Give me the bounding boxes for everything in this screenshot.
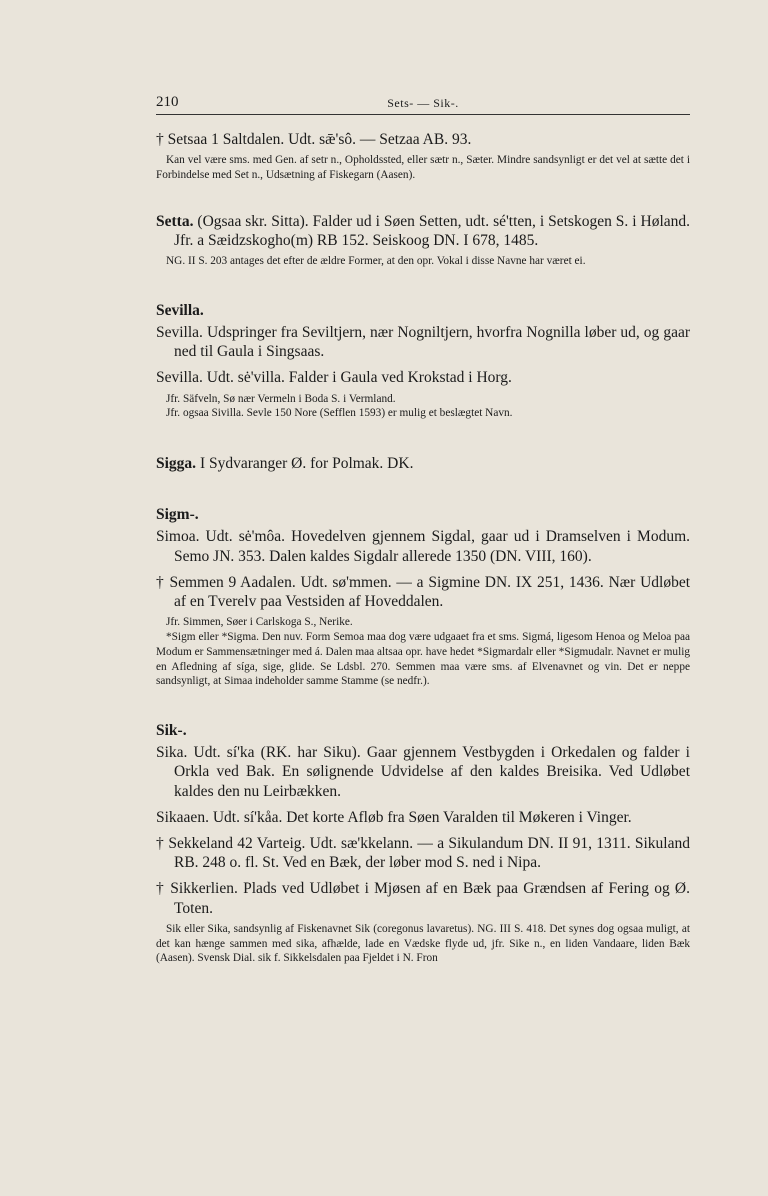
note-setsaa: Kan vel være sms. med Gen. af setr n., Opholdssted, eller sætr n., Sæter. Mindre sandsynligt er det vel at sætte det i Forbindelse med Set n., Udsætning af Fiskegarn (Aasen). bbox=[156, 154, 690, 181]
entry-setsaa: † Setsaa 1 Saltdalen. Udt. sǣ'sô. — Setzaa AB. 93. bbox=[156, 131, 472, 148]
entry-sigga-text: I Sydvaranger Ø. for Polmak. DK. bbox=[199, 455, 414, 473]
page-header bbox=[156, 94, 690, 115]
heading-sik: Sik-. bbox=[156, 722, 187, 740]
entry-sigga bbox=[156, 454, 690, 473]
running-title: Sets- — Sik-. bbox=[387, 96, 459, 110]
note-sigm-2: *Sigm eller *Sigma. Den nuv. Form Semoa maa dog være udgaaet fra et sms. Sigmá, ligesom Henoa og Meloa paa Modum er Sammensætninger med á. Dalen maa altsaa opr. have hedet *Sigmardalr eller *Sigmudalr. Navnet er mulig en Afledning af síga, sige, glide. Se Ldsbl. 270. Semmen maa være sms. af Elvenavnet og vin. Det er neppe sandsynligt, at Simaa indeholder samme Stamme (se nedfr.). bbox=[156, 631, 690, 688]
entry-sika: Sika. Udt. sí'ka (RK. har Siku). Gaar gjennem Vestbygden i Orkedalen og falder i Orkla ved Bak. En sølignende Udvidelse af den kaldes Breisika. Ved Udløbet kaldes den nu Leirbækken. bbox=[156, 744, 690, 800]
entry-semmen: † Semmen 9 Aadalen. Udt. sø'mmen. — a Sigmine DN. IX 251, 1436. Nær Udløbet af en Tverelv paa Vestsiden af Hoveddalen. bbox=[156, 573, 690, 611]
entry-sevilla-2: Sevilla. Udt. sė'villa. Falder i Gaula ved Krokstad i Horg. bbox=[156, 369, 512, 387]
heading-sevilla: Sevilla. bbox=[156, 302, 204, 319]
note-sevilla-1: Jfr. Säfveln, Sø nær Vermeln i Boda S. i Vermland. bbox=[166, 392, 396, 405]
note-setta: NG. II S. 203 antages det efter de ældre Former, at den opr. Vokal i disse Navne har været ei. bbox=[166, 255, 586, 268]
note-sik: Sik eller Sika, sandsynlig af Fiskenavnet Sik (coregonus lavaretus). NG. III S. 418. Det synes dog ogsaa muligt, at det kan hænge sammen med sika, afhælde, lade en Vædske flyde ud, jfr. Sike n., en liden Vandaare, liden Bæk (Aasen). Svensk Dial. sik f. Sikkelsdalen paa Fjeldet i N. Fron bbox=[156, 922, 690, 965]
entry-sekkeland: † Sekkeland 42 Varteig. Udt. sæ'kkelann. — a Sikulandum DN. II 91, 1311. Sikuland RB. 248 o. fl. St. Ved en Bæk, der løber mod S. ned i Nipa. bbox=[156, 835, 690, 872]
entry-setta bbox=[156, 212, 690, 250]
entry-sikaaen: Sikaaen. Udt. sí'kåa. Det korte Afløb fra Søen Varalden til Møkeren i Vinger. bbox=[156, 808, 632, 826]
page-number: 210 bbox=[156, 94, 179, 110]
page-content bbox=[156, 130, 690, 973]
heading-sigm: Sigm-. bbox=[156, 506, 199, 524]
note-sigm-1: Jfr. Simmen, Søer i Carlskoga S., Nerike. bbox=[166, 616, 353, 629]
heading-sigga: Sigga. bbox=[156, 455, 197, 473]
entry-setta-text: (Ogsaa skr. Sitta). Falder ud i Søen Setten, udt. sé'tten, i Setskogen S. i Høland. Jfr. a Sæidzskogho(m) RB 152. Seiskoog DN. I 678, 1485. bbox=[174, 212, 691, 249]
entry-sevilla-1: Sevilla. Udspringer fra Seviltjern, nær Nogniltjern, hvorfra Nognilla løber ud, og gaar ned til Gaula i Singsaas. bbox=[156, 324, 690, 361]
heading-setta: Setta. bbox=[156, 212, 194, 230]
note-sevilla-2: Jfr. ogsaa Sivilla. Sevle 150 Nore (Sefflen 1593) er mulig et beslægtet Navn. bbox=[166, 407, 513, 420]
entry-simoa: Simoa. Udt. sė'môa. Hovedelven gjennem Sigdal, gaar ud i Dramselven i Modum. Semo JN. 353. Dalen kaldes Sigdalr allerede 1350 (DN. VIII, 160). bbox=[156, 528, 690, 565]
entry-sikkerlien: † Sikkerlien. Plads ved Udløbet i Mjøsen af en Bæk paa Grændsen af Fering og Ø. Toten. bbox=[156, 880, 690, 917]
